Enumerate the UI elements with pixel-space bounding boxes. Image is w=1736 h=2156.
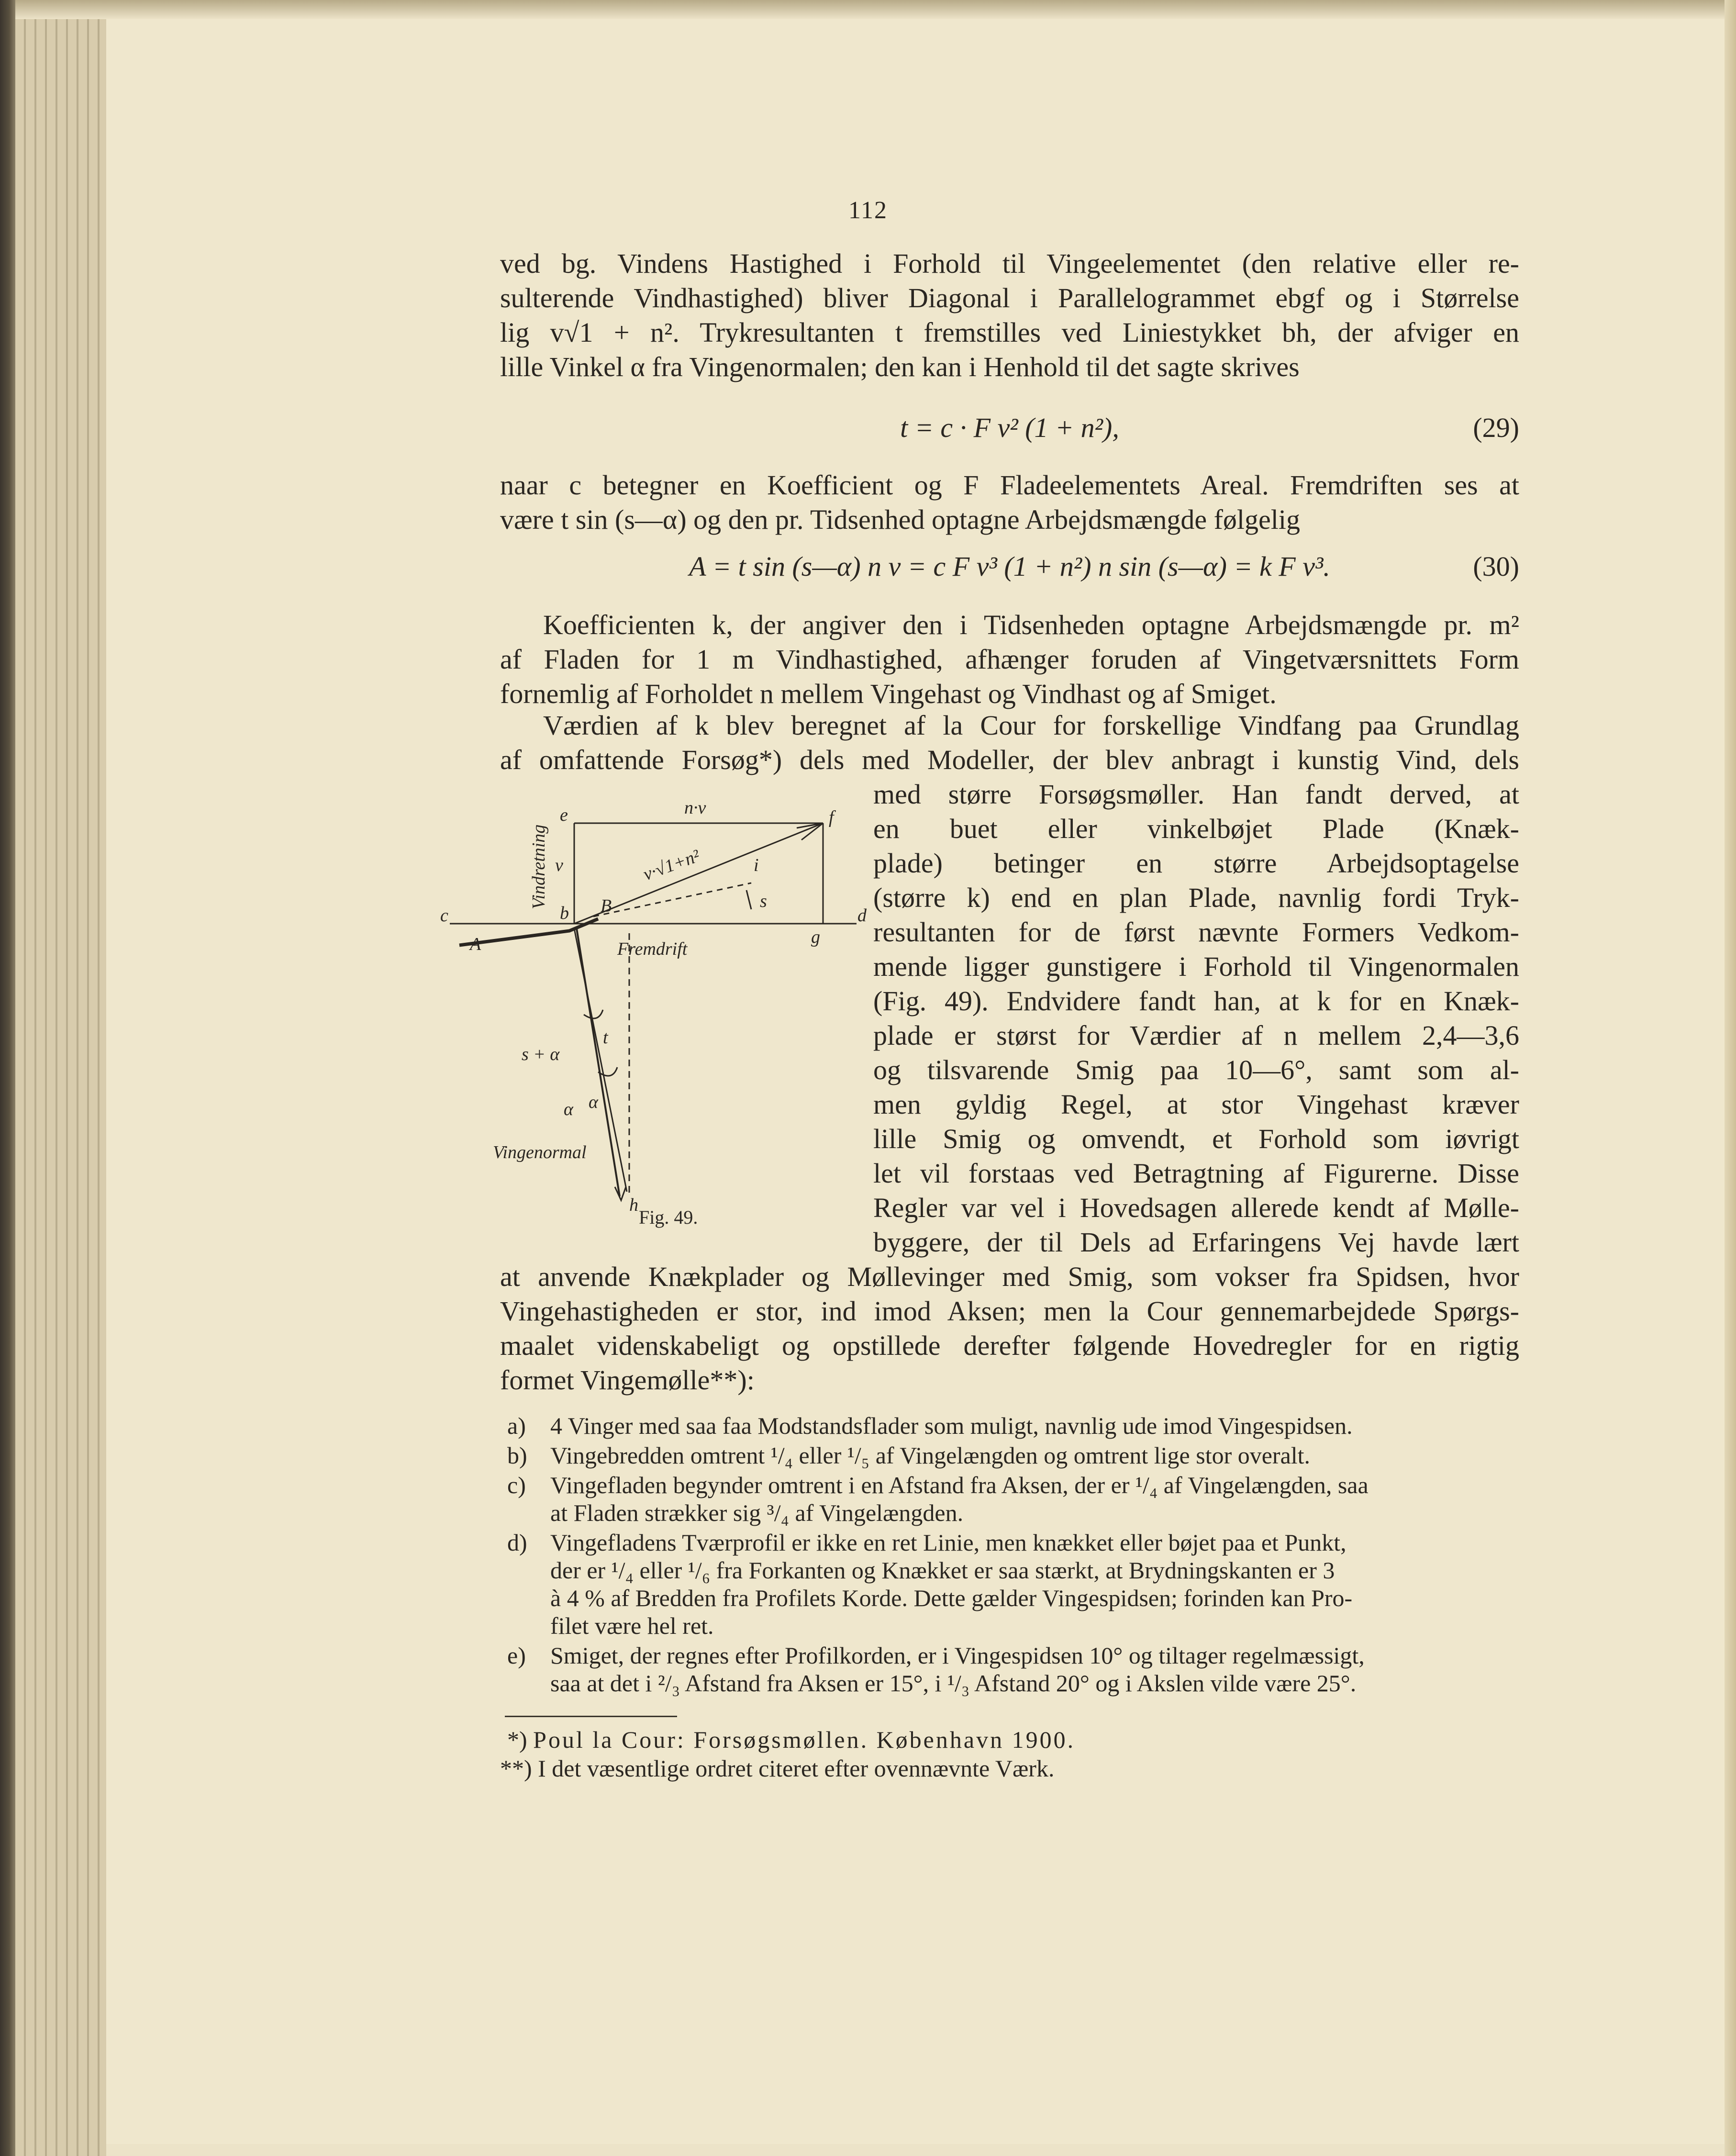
rule-line: Vingebredden omtrent ¹/₄ eller ¹/₅ af Vingelængden og omtrent lige stor overalt. — [550, 1442, 1311, 1469]
rule-label: c) — [507, 1472, 526, 1498]
formula-30-number: (30) — [1473, 551, 1519, 582]
text-line: Regler var vel i Hovedsagen allerede kendt af Mølle- — [873, 1192, 1519, 1223]
text-line: ved bg. Vindens Hastighed i Forhold til Vingeelementet (den relative eller re- — [500, 248, 1519, 279]
label-s-plus-alpha: s + α — [522, 1044, 560, 1064]
figure-caption: Fig. 49. — [639, 1206, 698, 1228]
footnote-2 — [500, 1754, 1054, 1783]
formula-29 — [500, 411, 1519, 445]
text-line: mende ligger gunstigere i Forhold til Vingenormalen — [873, 951, 1519, 982]
label-i: i — [754, 855, 759, 875]
rule-label: e) — [507, 1642, 526, 1669]
book-binding — [0, 0, 15, 2156]
after-formula-29-paragraph — [500, 468, 1519, 537]
label-vsqrt: v·√1+n² — [640, 846, 702, 885]
text-line: være t sin (s—α) og den pr. Tidsenhed optagne Arbejdsmængde følgelig — [500, 504, 1300, 535]
rule-label: a) — [507, 1412, 526, 1439]
line-dashed-i — [593, 883, 751, 916]
text-line: (større k) end en plan Plade, navnlig fordi Tryk- — [873, 882, 1519, 913]
text-line: Vingehastigheden er stor, ind imod Aksen; men la Cour gennemarbejdede Spørgs- — [500, 1296, 1519, 1327]
page-number: 112 — [848, 197, 888, 224]
text-line: (Fig. 49). Endvidere fandt han, at k for en Knæk- — [873, 985, 1519, 1017]
value-paragraph-side — [873, 777, 1519, 1260]
label-d: d — [857, 905, 867, 926]
page-edge-top — [15, 0, 1736, 19]
text-line: Værdien af k blev beregnet af la Cour for forskellige Vindfang paa Grundlag — [543, 710, 1519, 741]
intro-paragraph — [500, 246, 1519, 384]
label-B: B — [601, 896, 612, 916]
rule-line: saa at det i ²/₃ Afstand fra Aksen er 15°, i ¹/₃ Afstand 20° og i Akslen vilde være 25°. — [550, 1670, 1357, 1697]
rule-line: Smiget, der regnes efter Profilkorden, er i Vingespidsen 10° og tiltager regelmæssigt, — [550, 1642, 1365, 1669]
angle-marker-s — [746, 890, 751, 909]
text-line: let vil forstaas ved Betragtning af Figurerne. Disse — [873, 1158, 1519, 1189]
footnote-text: I det væsentlige ordret citeret efter ovennævnte Værk. — [538, 1755, 1055, 1782]
label-s: s — [760, 891, 767, 911]
page-edges-left — [15, 0, 106, 2156]
text-line: naar c betegner en Koefficient og F Fladeelementets Areal. Fremdriften ses at — [500, 469, 1519, 501]
label-f: f — [829, 807, 834, 827]
footnote-1 — [507, 1725, 1075, 1754]
rule-line: Vingefladens Tværprofil er ikke en ret Linie, men knækket eller bøjet paa et Punkt, — [550, 1529, 1347, 1556]
label-t: t — [603, 1028, 608, 1048]
text-line: at anvende Knækplader og Møllevinger med Smig, som vokser fra Spidsen, hvor — [500, 1261, 1519, 1292]
text-line: plade er størst for Værdier af n mellem 2,4—3,6 — [873, 1020, 1519, 1051]
text-line: lille Smig og omvendt, et Forhold som iøvrigt — [873, 1123, 1519, 1154]
rule-line: at Fladen strækker sig ³/₄ af Vingelængden. — [550, 1499, 964, 1526]
text-line: lig v√1 + n². Trykresultanten t fremstilles ved Liniestykket bh, der afviger en — [500, 317, 1519, 348]
label-b: b — [560, 903, 569, 923]
text-line: sulterende Vindhastighed) bliver Diagonal i Parallelogrammet ebgf og i Størrelse — [500, 282, 1519, 313]
rule-line: der er ¹/₄ eller ¹/₆ fra Forkanten og Knækket er saa stærkt, at Brydningskanten er 3 — [550, 1557, 1335, 1584]
label-nv: n·v — [684, 798, 706, 818]
angle-arc-s-alpha — [584, 1010, 603, 1018]
formula-29-number: (29) — [1473, 412, 1519, 443]
formula-30 — [500, 549, 1519, 584]
formula-30-expression: A = t sin (s—α) n v = c F v³ (1 + n²) n sin (s—α) = k F v³. — [689, 551, 1330, 582]
text-line: resultanten for de først nævnte Formers Vedkom- — [873, 916, 1519, 948]
label-c: c — [440, 905, 448, 926]
label-vingenormal: Vingenormal — [493, 1142, 587, 1162]
text-line: byggere, der til Dels ad Erfaringens Vej havde lært — [873, 1227, 1519, 1258]
rule-item-a — [507, 1412, 1529, 1440]
footnote-mark: **) — [500, 1755, 532, 1782]
label-A: A — [470, 934, 481, 954]
rule-line: filet være hel ret. — [550, 1612, 714, 1639]
text-line: en buet eller vinkelbøjet Plade (Knæk- — [873, 813, 1519, 844]
footnote-text: Poul la Cour: Forsøgsmøllen. København 1900. — [533, 1726, 1076, 1753]
rules-list — [507, 1412, 1529, 1697]
footnote-rule — [505, 1716, 677, 1717]
arrow-h — [615, 1187, 626, 1200]
text-line: med større Forsøgsmøller. Han fandt derved, at — [873, 779, 1519, 810]
text-line: fornemlig af Forholdet n mellem Vingehast og Vindhast og af Smiget. — [500, 678, 1277, 709]
label-v: v — [555, 855, 563, 875]
rule-label: d) — [507, 1529, 527, 1556]
label-g: g — [811, 927, 820, 947]
text-line: og tilsvarende Smig paa 10—6°, samt som al- — [873, 1054, 1519, 1085]
label-vindretning: Vindretning — [529, 824, 549, 909]
text-line: lille Vinkel α fra Vingenormalen; den kan i Henhold til det sagte skrives — [500, 351, 1300, 382]
text-line: maalet videnskabeligt og opstillede derefter følgende Hovedregler for en rigtig — [500, 1330, 1519, 1361]
label-alpha-a: α — [564, 1099, 573, 1119]
label-h: h — [629, 1195, 638, 1215]
rule-label: b) — [507, 1442, 527, 1469]
text-line: formet Vingemølle**): — [500, 1364, 755, 1396]
page-edge-right — [1725, 0, 1736, 2156]
text-line: af omfattende Forsøg*) dels med Modeller, der blev anbragt i kunstig Vind, dels — [500, 744, 1519, 775]
text-line: Koefficienten k, der angiver den i Tidsenheden optagne Arbejdsmængde pr. m² — [543, 609, 1519, 640]
value-paragraph-top — [500, 708, 1519, 777]
footnote-mark: *) — [507, 1726, 527, 1753]
value-paragraph-bottom — [500, 1260, 1519, 1397]
text-line: men gyldig Regel, at stor Vingehast kræver — [873, 1089, 1519, 1120]
formula-29-expression: t = c · F v² (1 + n²), — [900, 412, 1119, 443]
rule-line: Vingefladen begynder omtrent i en Afstand fra Aksen, der er ¹/₄ af Vingelængden, saa — [550, 1472, 1369, 1498]
rule-item-e — [507, 1642, 1529, 1697]
text-line: af Fladen for 1 m Vindhastighed, afhænger foruden af Vingetværsnittets Form — [500, 644, 1519, 675]
coefficient-paragraph — [500, 608, 1519, 711]
rule-item-d — [507, 1529, 1529, 1640]
figure-49-diagram — [440, 785, 871, 1240]
label-alpha-b: α — [589, 1092, 598, 1112]
figure-49 — [440, 785, 871, 1240]
rule-item-c — [507, 1471, 1529, 1527]
label-fremdrift: Fremdrift — [617, 939, 688, 959]
rule-item-b — [507, 1441, 1529, 1469]
label-e: e — [560, 805, 568, 825]
rule-line: 4 Vinger med saa faa Modstandsflader som muligt, navnlig ude imod Vingespidsen. — [550, 1412, 1353, 1439]
rule-line: à 4 % af Bredden fra Profilets Korde. Dette gælder Vingespidsen; forinden kan Pro- — [550, 1585, 1353, 1611]
text-line: plade) betinger en større Arbejdsoptagelse — [873, 848, 1519, 879]
